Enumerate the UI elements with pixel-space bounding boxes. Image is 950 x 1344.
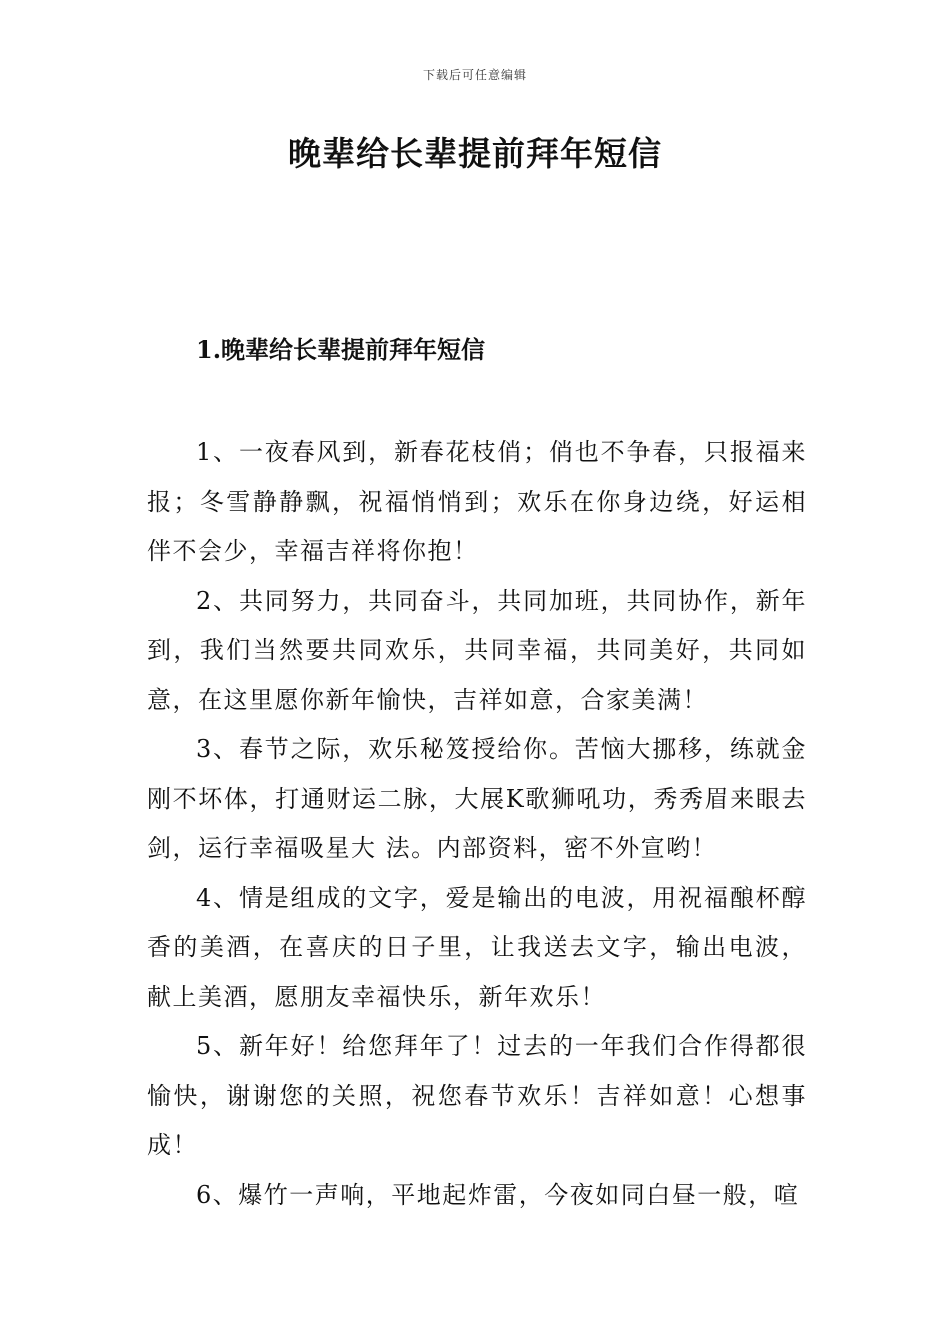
document-title: 晚辈给长辈提前拜年短信 xyxy=(288,134,662,173)
document-body xyxy=(147,428,807,1220)
paragraph-2: 2、共同努力，共同奋斗，共同加班，共同协作，新年到，我们当然要共同欢乐，共同幸福，共同美好，共同如意，在这里愿你新年愉快，吉祥如意，合家美满！ xyxy=(147,586,807,714)
page-header-note: 下载后可任意编辑 xyxy=(422,68,527,82)
paragraph-5: 5、新年好！给您拜年了！过去的一年我们合作得都很愉快，谢谢您的关照，祝您春节欢乐！吉祥如意！心想事成！ xyxy=(147,1032,807,1159)
section-heading: 1.晚辈给长辈提前拜年短信 xyxy=(196,335,486,364)
paragraph-1: 1、一夜春风到，新春花枝俏；俏也不争春，只报福来报；冬雪静静飘，祝福悄悄到；欢乐在你身边绕，好运相伴不会少，幸福吉祥将你抱！ xyxy=(147,438,807,565)
paragraph-6: 6、爆竹一声响，平地起炸雷，今夜如同白昼一般，喧 xyxy=(196,1180,800,1209)
paragraph-4: 4、情是组成的文字，爱是输出的电波，用祝福酿杯醇香的美酒，在喜庆的日子里，让我送去文字，输出电波，献上美酒，愿朋友幸福快乐，新年欢乐！ xyxy=(147,883,807,1011)
paragraph-3: 3、春节之际，欢乐秘笈授给你。苦恼大挪移，练就金刚不坏体，打通财运二脉，大展K歌狮吼功，秀秀眉来眼去剑，运行幸福吸星大 法。内部资料，密不外宣哟！ xyxy=(147,735,807,862)
